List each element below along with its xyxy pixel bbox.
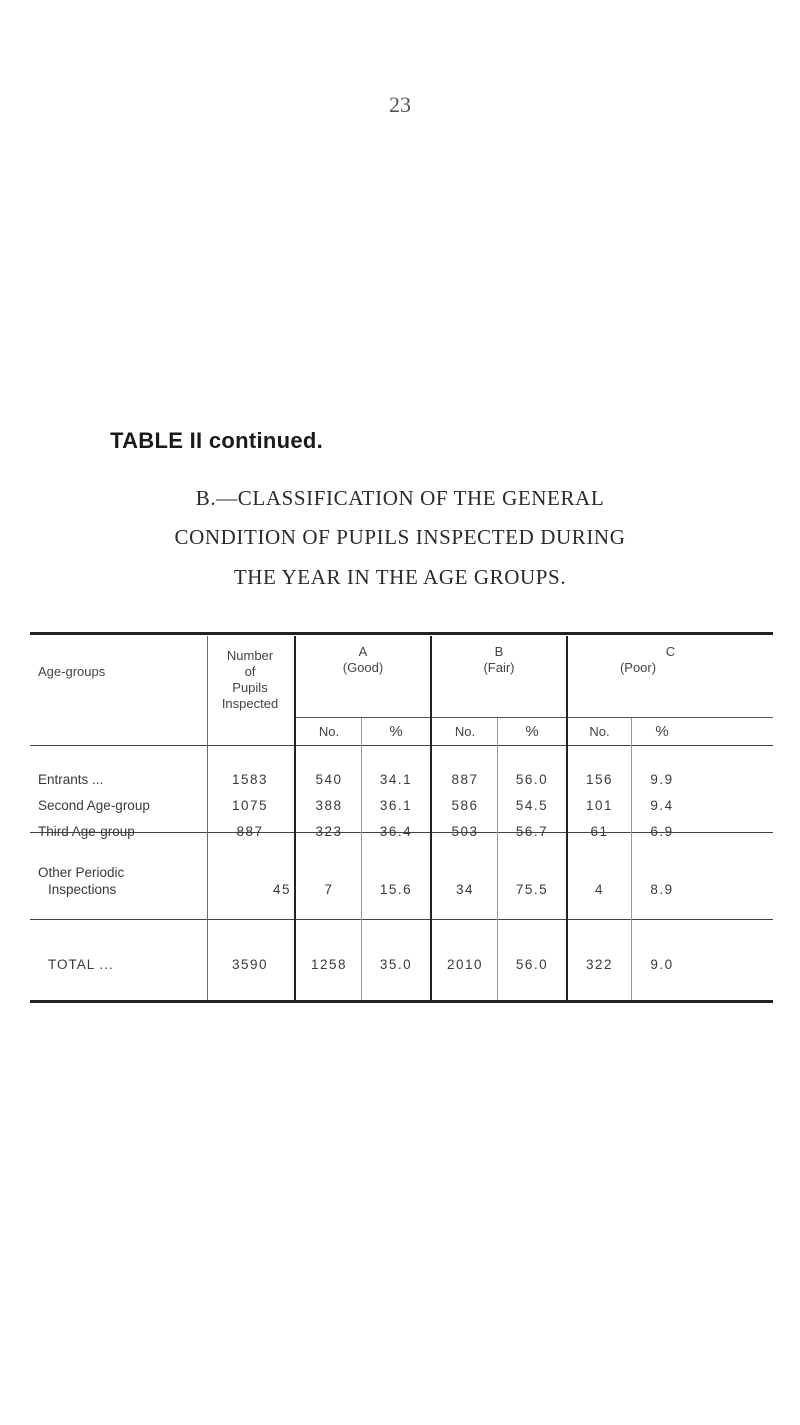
- heading-line-2: CONDITION OF PUPILS INSPECTED DURING: [174, 525, 626, 549]
- table-label: TABLE II continued.: [110, 428, 324, 453]
- cell-b-no: 34: [455, 882, 475, 897]
- cell-number: 3590: [231, 957, 269, 972]
- cell-b-no: 2010: [446, 957, 484, 972]
- cell-a-pct: 15.6: [379, 882, 413, 897]
- subheader-a-pct: %: [389, 723, 403, 740]
- cell-c-no: 4: [594, 882, 604, 897]
- cell-a-pct: 36.1: [379, 798, 413, 813]
- cell-c-no: 101: [585, 798, 614, 813]
- header-c-letter: C: [665, 644, 676, 659]
- cell-a-no: 323: [315, 824, 343, 839]
- header-age-groups: Age-groups: [38, 664, 106, 679]
- bottom-rule: [30, 1000, 773, 1003]
- col-divider-b: [430, 636, 432, 1000]
- cell-number: 1075: [231, 798, 269, 813]
- cell-number: 1583: [231, 772, 269, 787]
- cell-a-no: 388: [315, 798, 343, 813]
- cell-b-no: 503: [451, 824, 479, 839]
- cell-c-pct: 9.4: [650, 798, 674, 813]
- cell-a-pct: 36.4: [379, 824, 413, 839]
- subheader-b-pct: %: [525, 723, 539, 740]
- cell-c-no: 156: [585, 772, 614, 787]
- header-bottom-rule: [30, 745, 773, 746]
- cell-c-pct: 9.9: [650, 772, 674, 787]
- cell-a-no: 7: [324, 882, 334, 897]
- header-number-line-1: Number: [226, 648, 274, 663]
- subheader-a-no: No.: [318, 724, 340, 739]
- cell-b-pct: 54.5: [515, 798, 549, 813]
- row-label: Second Age-group: [38, 798, 150, 813]
- header-a-label: (Good): [342, 660, 384, 675]
- row-label-line-1: Other Periodic: [38, 865, 125, 880]
- header-number-line-3: Pupils: [232, 680, 268, 695]
- subheader-c-pct: %: [655, 723, 669, 740]
- header-c-label: (Poor): [619, 660, 657, 675]
- row-label: Entrants ...: [38, 772, 104, 787]
- row-label-total: TOTAL ...: [48, 957, 114, 972]
- cell-b-pct: 75.5: [515, 882, 549, 897]
- subheader-rule: [295, 717, 773, 718]
- header-number-line-2: of: [244, 664, 256, 679]
- page-number: 23: [389, 92, 411, 117]
- cell-c-pct: 9.0: [650, 957, 674, 972]
- cell-number: 887: [236, 824, 264, 839]
- cell-b-pct: 56.0: [515, 772, 549, 787]
- cell-b-no: 586: [451, 798, 479, 813]
- cell-c-no: 322: [585, 957, 614, 972]
- cell-c-no: 61: [590, 824, 609, 839]
- col-divider-c: [566, 636, 568, 1000]
- cell-a-pct: 34.1: [379, 772, 413, 787]
- cell-a-no: 540: [315, 772, 343, 787]
- heading-line-1: B.—CLASSIFICATION OF THE GENERAL: [195, 486, 605, 510]
- row-label-line-2: Inspections: [48, 882, 117, 897]
- row-label: Third Age-group: [38, 824, 135, 839]
- cell-c-pct: 6.9: [650, 824, 674, 839]
- header-b-letter: B: [494, 644, 504, 659]
- cell-c-pct: 8.9: [650, 882, 674, 897]
- cell-b-no: 887: [451, 772, 479, 787]
- header-a-letter: A: [358, 644, 368, 659]
- subheader-c-no: No.: [589, 724, 610, 739]
- header-b-label: (Fair): [483, 660, 515, 675]
- cell-a-pct: 35.0: [379, 957, 413, 972]
- row-rule-2: [30, 919, 773, 920]
- header-number-line-4: Inspected: [221, 696, 279, 711]
- cell-b-pct: 56.0: [515, 957, 549, 972]
- subheader-b-no: No.: [454, 724, 476, 739]
- cell-b-pct: 56.7: [515, 824, 549, 839]
- cell-a-no: 1258: [310, 957, 348, 972]
- top-rule: [30, 632, 773, 635]
- heading-line-3: THE YEAR IN THE AGE GROUPS.: [233, 565, 567, 589]
- cell-number: 45: [272, 882, 291, 897]
